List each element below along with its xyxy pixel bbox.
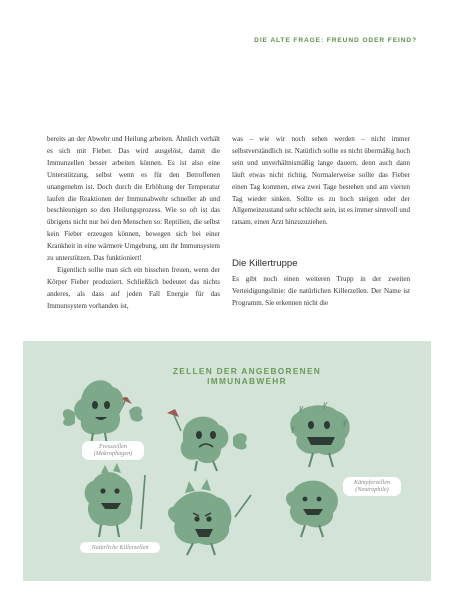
killer-cell-illustration <box>168 479 251 555</box>
svg-text:ꝩ: ꝩ <box>323 400 328 410</box>
running-head: DIE ALTE FRAGE: FREUND ODER FEIND? <box>254 37 417 44</box>
neutrophil-cell-illustration <box>286 481 338 537</box>
label-natuerliche-killerzellen: Natürliche Killerzellen <box>80 542 160 553</box>
neutrophil-cell-illustration <box>290 400 349 467</box>
macrophage-cell-illustration <box>63 380 143 445</box>
label-fresszellen-name: Fresszellen <box>99 443 127 450</box>
label-fresszellen <box>82 441 144 460</box>
svg-text:ꝩ: ꝩ <box>343 418 348 428</box>
section-heading: Die Killertruppe <box>232 258 298 269</box>
paragraph: Eigentlich sollte man sich ein bisschen freuen, wenn der Körper Fieber produziert. Schließlich bedeutet das nichts anderes, als dass auf jeden Fall Energie für das Immunsystem vorhanden ist, <box>47 265 220 310</box>
left-column <box>47 134 220 313</box>
paragraph: was – wie wir noch sehen werden – nicht immer selbstverständlich ist. Natürlich sollte es nicht übermäßig hoch sein und unverhältnismäßig lange dauern, denn auch dann läuft etwas nicht richtig. Normalerweise sollte das Fieber einen Tag kommen, etwa zwei Tage bestehen und am vierten Tag wieder sinken. Sollte es zu hoch steigen oder der Allgemeinzustand sehr schlecht sein, ist es immer sinnvoll und ratsam, einen Arzt hinzuzuziehen. <box>232 135 410 227</box>
label-fresszellen-latin: (Makrophagen) <box>93 450 133 458</box>
label-kaempferzellen-name: Kämpferzellen <box>353 479 391 486</box>
figure-title-line2: IMMUNABWEHR <box>207 376 287 386</box>
figure-title-line1: ZELLEN DER ANGEBORENEN <box>172 366 322 376</box>
macrophage-cell-illustration <box>167 409 247 471</box>
killer-cell-illustration <box>85 463 145 537</box>
right-column-continued <box>232 274 410 310</box>
label-kaempferzellen <box>343 477 401 496</box>
paragraph: bereits an der Abwehr und Heilung arbeiten. Ähnlich verhält es sich mit Fieber. Das wird ausgelöst, damit die Immunzellen besser arbeiten können. Es ist also eine Unterstützung, selbst wenn es für den Betroffenen unangenehm ist. Doch durch die Erhöhung der Temperatur laufen die Reaktionen der Immunabwehr schneller ab und beschleunigen so den Heilungsprozess. Wie so oft ist das übrigens nicht nur bei den Menschen so: Reptilien, die selbst kein Fieber erzeugen können, bewegen sich bei einer Krankheit in eine wärmere Umgebung, um ihr Immunsystem zu unterstützen. Das funktioniert! <box>47 135 220 263</box>
svg-text:ꝩ: ꝩ <box>299 404 304 414</box>
right-column <box>232 134 410 229</box>
svg-text:ꝩ: ꝩ <box>291 424 296 434</box>
paragraph: Es gibt noch einen weiteren Trupp in der zweiten Verteidigungslinie: die natürlichen Killerzellen. Der Name ist Programm. Sie erkennen nicht die <box>232 275 410 307</box>
label-kaempferzellen-latin: (Neutrophile) <box>355 486 389 494</box>
